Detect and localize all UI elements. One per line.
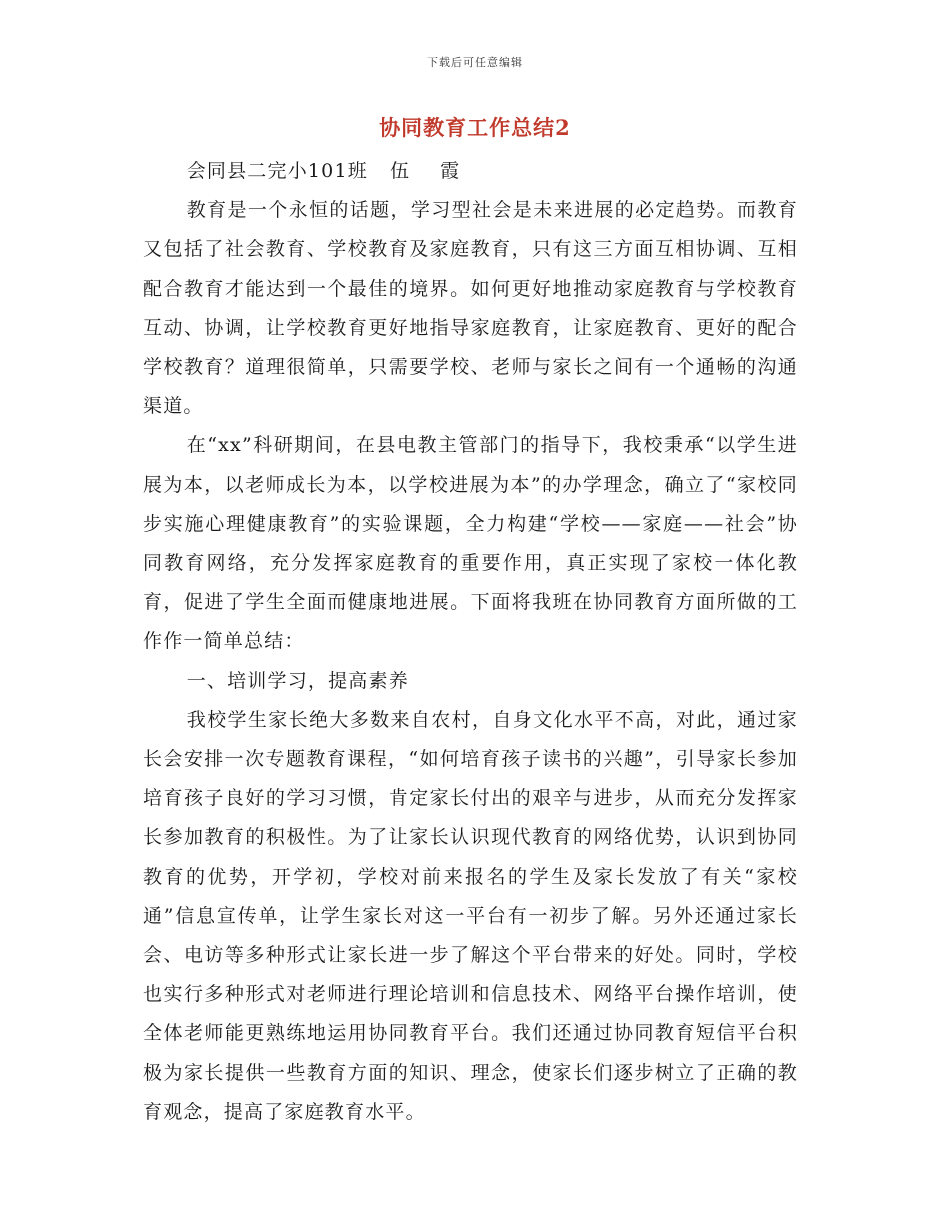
document-body: [143, 152, 798, 1132]
document-title: 协同教育工作总结2: [379, 115, 571, 140]
paragraph: 我校学生家长绝大多数来自农村，自身文化水平不高，对此，通过家长会安排一次专题教育课程，“如何培育孩子读书的兴趣”，引导家长参加培育孩子良好的学习习惯，肯定家长付出的艰辛与进步，从而充分发挥家长参加教育的积极性。为了让家长认识现代教育的网络优势，认识到协同教育的优势，开学初，学校对前来报名的学生及家长发放了有关“家校通”信息宣传单，让学生家长对这一平台有一初步了解。另外还通过家长会、电访等多种形式让家长进一步了解这个平台带来的好处。同时，学校也实行多种形式对老师进行理论培训和信息技术、网络平台操作培训，使全体老师能更熟练地运用协同教育平台。我们还通过协同教育短信平台积极为家长提供一些教育方面的知识、理念，使家长们逐步树立了正确的教育观念，提高了家庭教育水平。: [143, 708, 798, 1123]
paragraph: 在“xx”科研期间，在县电教主管部门的指导下，我校秉承“以学生进展为本，以老师成长为本，以学校进展为本”的办学理念，确立了“家校同步实施心理健康教育”的实验课题，全力构建“学校——家庭——社会”协同教育网络，充分发挥家庭教育的重要作用，真正实现了家校一体化教育，促进了学生全面而健康地进展。下面将我班在协同教育方面所做的工作作一简单总结：: [143, 434, 798, 653]
author-line: [143, 152, 798, 191]
header-note: 下载后可任意编辑: [427, 56, 523, 69]
author-school-class: 会同县二完小101班: [186, 160, 368, 182]
author-name-part1: 伍: [389, 160, 411, 182]
author-name-part2: 霞: [440, 160, 461, 182]
section-heading: 一、培训学习，提高素养: [186, 669, 409, 692]
paragraph: 教育是一个永恒的话题，学习型社会是未来进展的必定趋势。而教育又包括了社会教育、学校教育及家庭教育，只有这三方面互相协调、互相配合教育才能达到一个最佳的境界。如何更好地推动家庭教育与学校教育互动、协调，让学校教育更好地指导家庭教育，让家庭教育、更好的配合学校教育？道理很简单，只需要学校、老师与家长之间有一个通畅的沟通渠道。: [143, 199, 798, 418]
